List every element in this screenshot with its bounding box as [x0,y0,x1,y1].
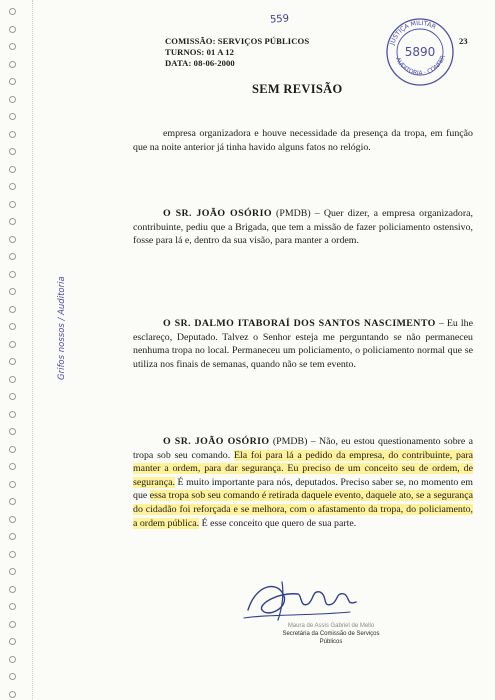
commission-line: COMISSÃO: SERVIÇOS PÚBLICOS [165,36,310,46]
perforation-hole [9,568,16,575]
highlighted-passage-2: essa tropa sob seu comando é retirada daquele evento, daquele ato, se a segurança do cidadão foi reforçada e se melhora, com o afastamento da tropa, do policiamento, a ordem pública. [133,490,474,529]
perforation-hole [9,498,16,505]
perforation-hole [9,603,16,610]
svg-text:JUSTIÇA MILITAR [389,20,438,47]
speaker-name: O SR. JOÃO OSÓRIO [163,208,272,219]
handwritten-page-number: 559 [269,13,290,26]
perforation-hole [9,323,16,330]
perforation-hole [9,183,16,190]
perforation-hole [9,446,16,453]
perforation-hole [9,113,16,120]
perforation-hole [9,411,16,418]
perforation-hole [9,673,16,680]
perforation-hole [9,551,16,558]
signatory-name: Maura de Assis Gabriel de Mello [287,623,375,629]
perforation-hole [9,253,16,260]
perforation-hole [9,78,16,85]
highlighted-passage-1: Ela foi para lá a pedido da empresa, do contribuinte, para manter a ordem, para dar segurança. Eu preciso de um conceito seu de ordem, de segurança. [133,449,474,488]
perforation-hole [9,166,16,173]
perforation-hole [9,691,16,698]
perforation-hole [9,376,16,383]
document-header [165,36,309,69]
signatory-role: Secretária da Comissão de Serviços [282,631,380,638]
margin-fold-line [32,0,33,700]
perforation-hole [9,271,16,278]
paragraph-1 [133,127,473,154]
paragraph-2-text: – Quer dizer, a empresa organizadora, contribuinte, pediu que a Brigada, que tem a missão de fazer policiamento ostensivo, fosse para lá e, dentro da sua visão, para manter a ordem. [133,208,474,247]
handwritten-margin-note [54,268,80,384]
perforation-hole [9,201,16,208]
signatory-role-cont: Públicos [319,639,343,646]
perforation-hole [9,218,16,225]
perforation-hole [9,148,16,155]
perforation-hole [9,236,16,243]
perforation-hole [9,26,16,33]
perforation-hole [9,43,16,50]
paragraph-4 [133,435,473,530]
signature-block [256,622,406,647]
perforation-hole [9,533,16,540]
margin-note-text: Grifos nossos / Auditoria [57,276,67,380]
perforation-hole [9,621,16,628]
stamp-top-text: JUSTIÇA MILITAR [389,20,437,46]
perforation-hole [9,393,16,400]
perforation-hole [9,61,16,68]
paragraph-3-text: – Eu lhe esclareço, Deputado. Talvez o Senhor esteja me perguntando se não permaneceu nenhuma tropa no local. Permaneceu um policiamento, o policiamento normal que se utiliza nos finais de semanas, quando não se tem evento. [133,318,473,370]
shifts-line: TURNOS: 01 A 12 [165,47,235,57]
page-title: SEM REVISÃO [252,82,343,96]
perforation-hole [9,481,16,488]
speaker-party: (PMDB) [276,208,311,219]
perforation-hole [9,428,16,435]
perforation-hole [9,586,16,593]
perforation-hole [9,656,16,663]
perforation-hole [9,358,16,365]
speaker-party: (PMDB) [272,436,308,447]
perforation-hole [9,8,16,15]
perforation-hole [9,306,16,313]
seal-stamp [384,16,456,88]
speaker-name: O SR. JOÃO OSÓRIO [163,436,270,447]
perforation-hole [9,638,16,645]
perforation-hole [9,131,16,138]
paragraph-2 [133,207,473,248]
paragraph-3 [133,317,473,371]
stamp-number: 5890 [404,45,436,59]
speaker-name: O SR. DALMO ITABORAÍ DOS SANTOS NASCIMENTO [163,318,436,329]
date-line: DATA: 08-06-2000 [165,58,235,68]
paragraph-4-text-b: É muito importante para nós, deputados. Preciso saber se, no momento em que [133,476,473,502]
paragraph-1-text: empresa organizadora e houve necessidade da presença da tropa, em função que na noite anterior já tinha havido alguns fatos no relógio. [133,128,473,153]
perforation-hole [9,288,16,295]
perforation-hole [9,341,16,348]
page-number: 23 [459,36,468,46]
stamp-bottom-text: AUDITORIA · CONFER [393,54,447,77]
perforation-hole [9,96,16,103]
perforation-hole [9,516,16,523]
perforation-hole [9,463,16,470]
perforation-holes [9,0,21,700]
paragraph-4-text-a: – Não, eu estou questionamento sobre a tropa sob seu comando. [133,436,474,461]
handwritten-signature [238,574,368,626]
paragraph-4-text-c: É esse conceito que quero de sua parte. [199,517,357,529]
